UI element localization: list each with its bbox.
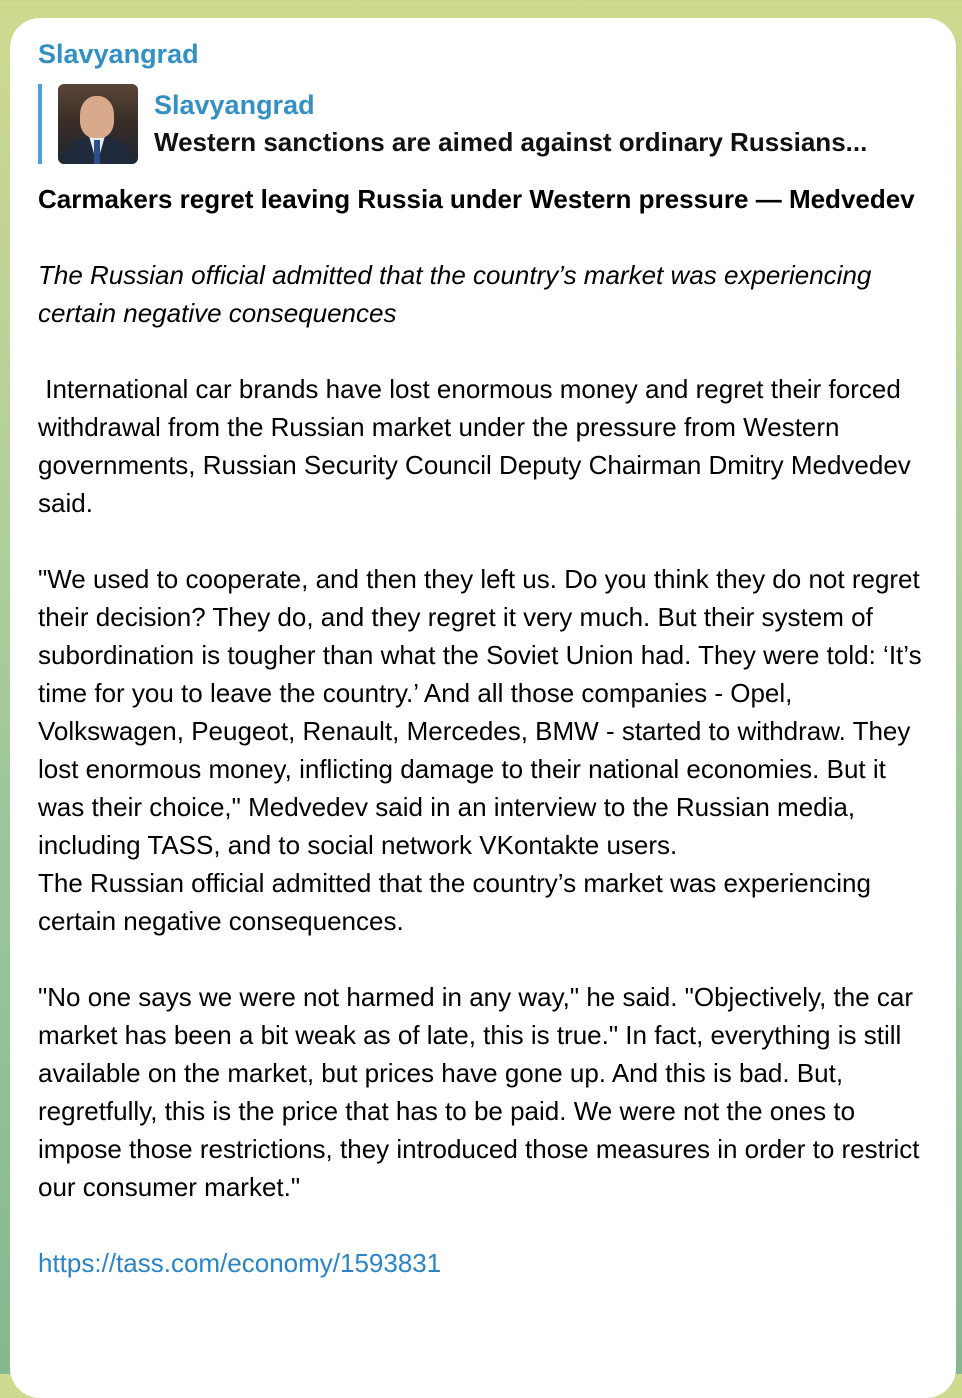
reply-text — [154, 87, 867, 161]
paragraph-2: "We used to cooperate, and then they left us. Do you think they do not regret their decision? They do, and they regret it very much. But their system of subordination is tougher than what the Soviet Union had. They were told: ‘It’s time for you to leave the country.’ And all those companies - Opel, Volkswagen, Peugeot, Renault, Mercedes, BMW - started to withdraw. They lost enormous money, inflicting damage to their national economies. But it was their choice," Medvedev said in an interview to the Russian media, including TASS, and to social network VKontakte users. The Russian official admitted that the country’s market was experiencing certain negative consequences. — [38, 564, 922, 936]
headline: Carmakers regret leaving Russia under Western pressure — Medvedev — [38, 184, 915, 214]
reply-title: Slavyangrad — [154, 90, 315, 120]
message-bubble — [10, 18, 956, 1398]
article-link[interactable]: https://tass.com/economy/1593831 — [38, 1248, 442, 1278]
reply-snippet: Western sanctions are aimed against ordinary Russians... — [154, 127, 868, 157]
lead-text: The Russian official admitted that the country’s market was experiencing certain negative consequences — [38, 260, 872, 328]
reply-avatar — [58, 84, 138, 164]
message-body — [38, 180, 938, 1282]
channel-name[interactable]: Slavyangrad — [38, 39, 199, 69]
reply-preview[interactable] — [38, 84, 928, 164]
paragraph-1: International car brands have lost enormous money and regret their forced withdrawal from the Russian market under the pressure from Western governments, Russian Security Council Deputy Chairman Dmitry Medvedev said. — [38, 374, 919, 518]
paragraph-3: "No one says we were not harmed in any way," he said. "Objectively, the car market has been a bit weak as of late, this is true." In fact, everything is still available on the market, but prices have gone up. And this is bad. But, regretfully, this is the price that has to be paid. We were not the ones to impose those restrictions, they introduced those measures in order to restrict our consumer market." — [38, 982, 920, 1202]
